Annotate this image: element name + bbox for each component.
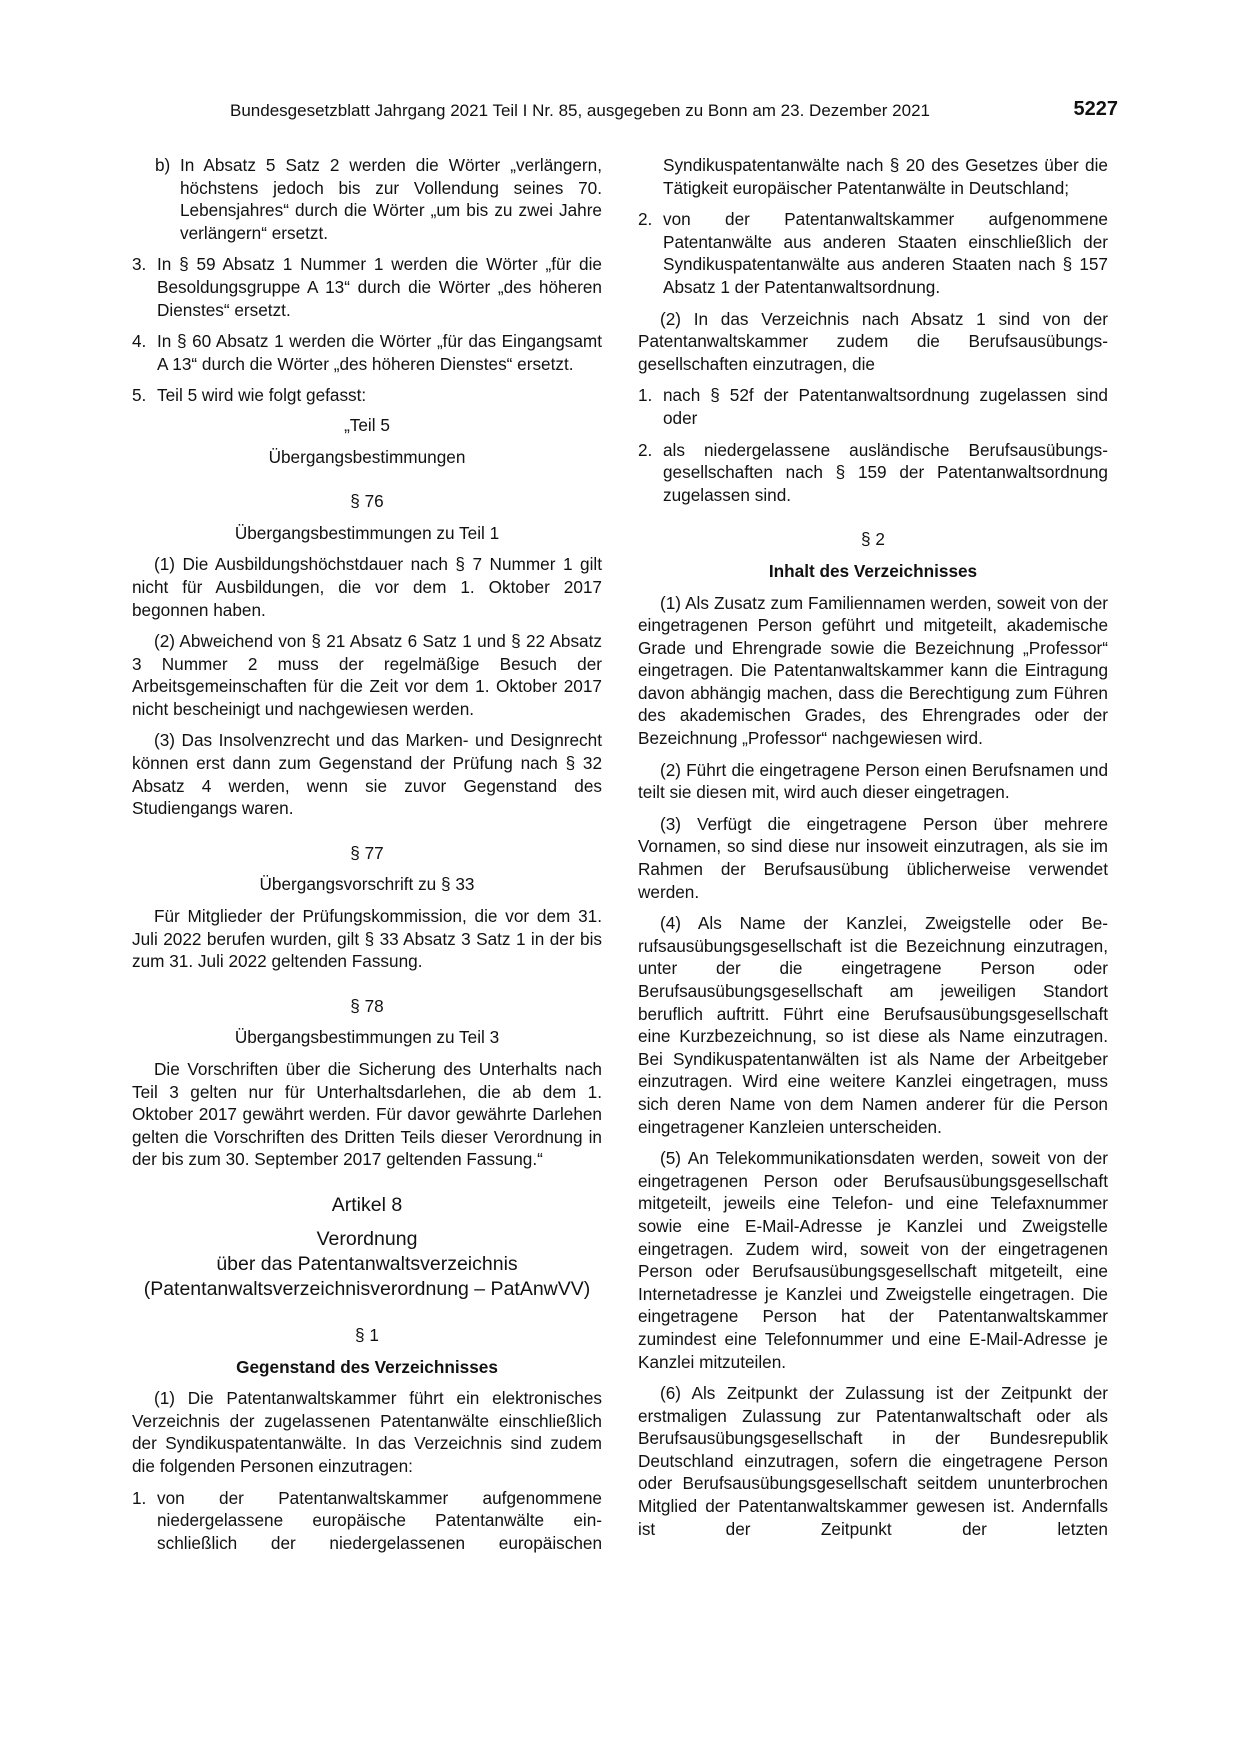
- list-text: als niedergelassene ausländische Berufsausübungsgesellschaften nach § 159 der Patentanwaltsordnung zugelassen sind.: [663, 439, 1108, 505]
- article-title-line: (Patentanwaltsverzeichnisverordnung – PatAnwVV): [143, 1277, 591, 1300]
- paragraph: (5) An Telekommunikationsdaten werden, soweit von der eingetragenen Person oder Berufsausübungsgesellschaft mitgeteilt, jeweils eine Telefon- und eine Telefaxnummer sowie eine E-Mail-Adresse je Kanzlei und Zweigstelle eingetragen. Zudem wird, soweit von der eingetragenen Person oder Berufsausübungsgesellschaft mitgeteilt, eine Internetadresse je Kanzlei und Zweigstelle eingetragen. Die eingetragene Person hat der Patentanwaltskammer zumindest eine Telefonnummer und eine E-Mail-Adresse je Kanzlei mitzuteilen.: [638, 1148, 1108, 1372]
- paragraph: Für Mitglieder der Prüfungskommission, die vor dem 31. Juli 2022 berufen wurden, gilt § 33 Absatz 3 Satz 1 in der bis zum 31. Juli 2022 geltenden Fassung.: [132, 906, 602, 972]
- part-title: Übergangsbestimmungen: [268, 446, 466, 467]
- list-marker: 1.: [132, 1487, 147, 1508]
- article-title-line: Verordnung: [316, 1227, 418, 1250]
- article-number: Artikel 8: [331, 1193, 403, 1216]
- list-continuation: Syndikuspatentanwälte nach § 20 des Gesetzes über die Tätigkeit europäischer Patentanwälte in Deutschland;: [663, 155, 1108, 198]
- list-text: In § 59 Absatz 1 Nummer 1 werden die Wörter „für die Besoldungsgruppe A 13“ durch die Wörter „des höheren Dienstes“ ersetzt.: [157, 254, 602, 320]
- list-text: von der Patentanwaltskammer aufgenommene niedergelassene europäische Patentanwälte einschließlich der niedergelassenen europäischen: [157, 1487, 602, 1553]
- section-title: Übergangsvorschrift zu § 33: [259, 874, 475, 895]
- paragraph: (1) Die Ausbildungshöchstdauer nach § 7 Nummer 1 gilt nicht für Ausbildungen, die vor dem 1. Oktober 2017 begonnen haben.: [132, 554, 602, 620]
- part-heading: „Teil 5: [344, 414, 390, 435]
- list-item: [132, 154, 602, 244]
- list-marker: 2.: [638, 439, 653, 460]
- left-column: [132, 154, 602, 1563]
- section-title: Übergangsbestimmungen zu Teil 1: [234, 522, 500, 543]
- section-number: § 78: [350, 995, 384, 1016]
- publication-line: Bundesgesetzblatt Jahrgang 2021 Teil I Nr. 85, ausgegeben zu Bonn am 23. Dezember 2021: [230, 101, 930, 120]
- list-item: [132, 1487, 602, 1555]
- paragraph: (2) Führt die eingetragene Person einen Berufsnamen und teilt sie diesen mit, wird auch dieser eingetragen.: [638, 759, 1108, 803]
- section-number: § 1: [355, 1324, 379, 1345]
- list-marker: 3.: [132, 254, 147, 275]
- list-marker: 2.: [638, 209, 653, 230]
- list-marker: 5.: [132, 385, 147, 406]
- paragraph: (1) Als Zusatz zum Familiennamen werden, soweit von der eingetragenen Person geführt und mitgeteilt, akademische Grade und Ehrengrade sowie die Bezeichnung „Professor“ eingetragen. Die Patentanwaltskammer kann die Eintragung davon abhängig machen, dass die Berechtigung zum Führen des akademischen Grades, des Ehrengrades oder der Bezeichnung „Professor“ nachgewiesen wird.: [638, 592, 1108, 749]
- list-item: [132, 253, 602, 321]
- paragraph: (2) In das Verzeichnis nach Absatz 1 sind von der Patentanwaltskammer zudem die Berufsausübungsgesellschaften einzutragen, die: [638, 308, 1108, 374]
- paragraph: (2) Abweichend von § 21 Absatz 6 Satz 1 und § 22 Absatz 3 Nummer 2 muss der regelmäßige Besuch der Arbeitsgemeinschaften für die Zeit vor dem 1. Oktober 2017 nicht bescheinigt und nachgewiesen werden.: [132, 631, 602, 719]
- list-item: [132, 384, 602, 407]
- paragraph: (1) Die Patentanwaltskammer führt ein elektronisches Verzeichnis der zugelassenen Patentanwälte einschließlich der Syndikuspatentanwälte. In das Verzeichnis sind zudem die folgenden Personen einzutragen:: [132, 1388, 602, 1476]
- list-text: In Absatz 5 Satz 2 werden die Wörter „verlängern, höchstens jedoch bis zur Vollendung seines 70. Lebensjahres“ durch die Wörter „um bis zu zwei Jahre verlängern“ ersetzt.: [180, 155, 602, 243]
- paragraph: (6) Als Zeitpunkt der Zulassung ist der Zeitpunkt der erstmaligen Zulassung zur Patentanwaltschaft oder als Berufsausübungsgesellschaft in der Bundesrepublik Deutschland einzutragen, sofern die eingetragene Person oder Berufsausübungsgesellschaft seitdem ununterbrochen Mitglied der Patentanwaltskammer gewesen ist. Andernfalls ist der Zeitpunkt der letzten: [638, 1383, 1108, 1539]
- right-column: [638, 154, 1108, 1549]
- section-number: § 2: [861, 529, 885, 550]
- paragraph: (4) Als Name der Kanzlei, Zweigstelle oder Berufsausübungsgesellschaft ist die Bezeichnung einzutragen, unter der die eingetragene Person oder Berufsausübungsgesellschaft am jeweiligen Standort beruflich auftritt. Führt eine Berufsausübungsgesellschaft eine Kurzbezeichnung, so ist diese als Name einzutragen. Bei Syndikuspatentanwälten ist als Name der Arbeitgeber einzutragen. Wird eine weitere Kanzlei eingetragen, muss sich deren Name von dem Namen anderer für die Person eingetragener Kanzleien unterscheiden.: [638, 913, 1108, 1137]
- paragraph: (3) Verfügt die eingetragene Person über mehrere Vornamen, so sind diese nur insoweit einzutragen, als sie im Rahmen der Berufsausübung üblicherweise verwendet werden.: [638, 813, 1108, 902]
- section-title: Inhalt des Verzeichnisses: [768, 560, 978, 581]
- section-number: § 77: [350, 842, 384, 863]
- list-text: von der Patentanwaltskammer aufgenommene Patentanwälte aus anderen Staaten einschließlich der Syndikuspatentanwälte aus anderen Staaten nach § 157 Absatz 1 der Patentanwaltsordnung.: [663, 209, 1108, 297]
- section-title: Gegenstand des Verzeichnisses: [236, 1356, 498, 1377]
- list-text: nach § 52f der Patentanwaltsordnung zugelassen sind oder: [663, 385, 1108, 428]
- list-marker: 1.: [638, 385, 653, 406]
- list-text: In § 60 Absatz 1 werden die Wörter „für das Eingangsamt A 13“ durch die Wörter „des höheren Dienstes“ ersetzt.: [157, 331, 602, 374]
- list-marker: 4.: [132, 331, 147, 352]
- section-number: § 76: [350, 491, 384, 512]
- article-title-line: über das Patentanwaltsverzeichnis: [216, 1252, 518, 1275]
- page-number: 5227: [1073, 98, 1118, 120]
- paragraph: Die Vorschriften über die Sicherung des Unterhalts nach Teil 3 gelten nur für Unterhaltsdarlehen, die ab dem 1. Oktober 2017 gewährt werden. Für davor gewährte Darlehen gelten die Vorschriften des Dritten Teils dieser Verordnung in der bis zum 30. September 2017 geltenden Fassung.“: [132, 1059, 602, 1170]
- list-marker: b): [155, 155, 171, 175]
- paragraph: (3) Das Insolvenzrecht und das Marken- und Designrecht können erst dann zum Gegenstand der Prüfung nach § 32 Absatz 4 werden, wenn sie zuvor Gegenstand des Studiengangs waren.: [132, 730, 602, 819]
- list-item: [638, 208, 1108, 298]
- list-item: [638, 439, 1108, 507]
- list-item: [132, 330, 602, 375]
- list-text: Teil 5 wird wie folgt gefasst:: [157, 385, 367, 406]
- list-item: [638, 384, 1108, 429]
- section-title: Übergangsbestimmungen zu Teil 3: [234, 1027, 500, 1048]
